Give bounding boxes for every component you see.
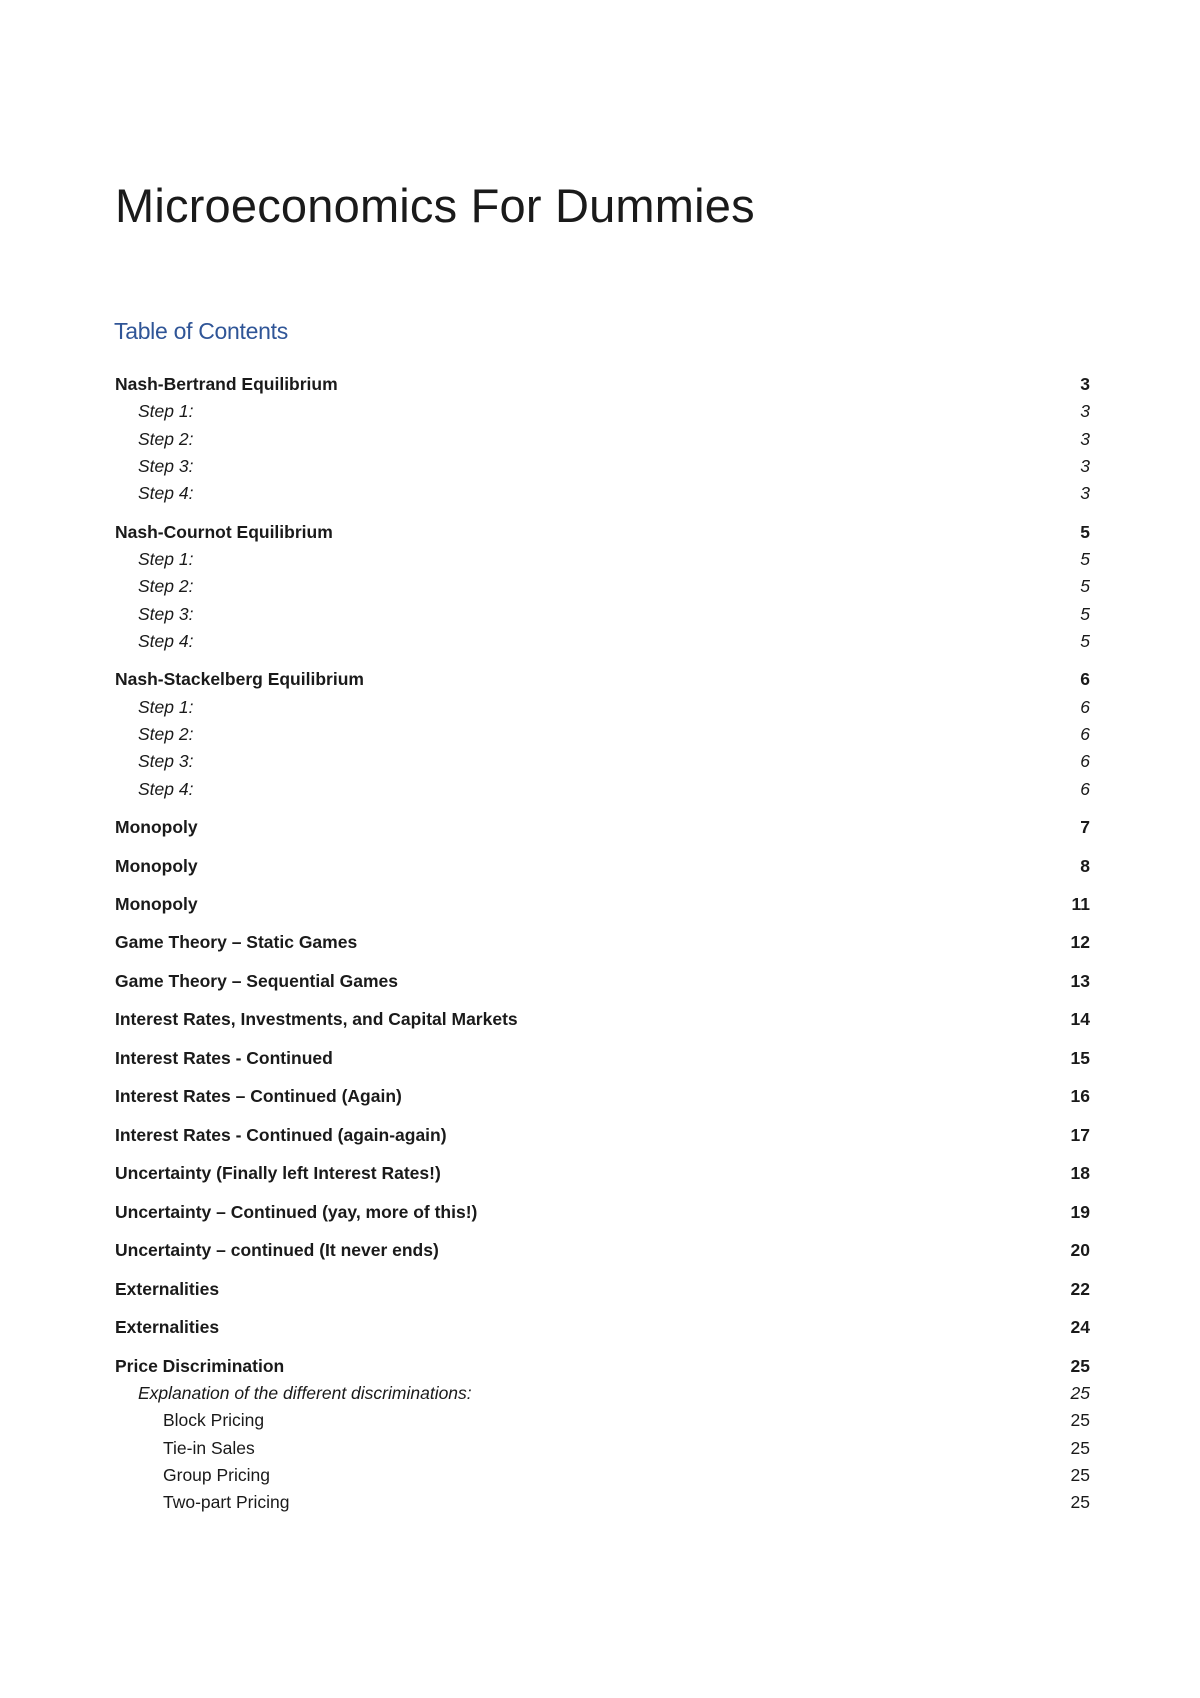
toc-entry-page-number: 20 xyxy=(1070,1240,1090,1261)
toc-entry[interactable] xyxy=(115,891,1090,918)
toc-entry[interactable] xyxy=(115,1407,1090,1434)
toc-entry-label: Interest Rates - Continued xyxy=(115,1047,333,1068)
toc-entry-page-number: 17 xyxy=(1070,1124,1090,1145)
toc-entry-page-number: 3 xyxy=(1080,455,1090,476)
toc-entry[interactable] xyxy=(115,1083,1090,1110)
toc-entry[interactable] xyxy=(115,1435,1090,1462)
toc-entry-label: Block Pricing xyxy=(163,1410,265,1431)
toc-entry-label: Step 3: xyxy=(138,603,194,624)
toc-entry-page-number: 5 xyxy=(1080,603,1090,624)
toc-entry-page-number: 14 xyxy=(1070,1009,1090,1030)
toc-entry[interactable] xyxy=(115,1237,1090,1264)
toc-entry-page-number: 8 xyxy=(1080,855,1090,876)
toc-entry[interactable] xyxy=(115,1489,1090,1516)
toc-entry-page-number: 6 xyxy=(1080,778,1090,799)
toc-entry[interactable] xyxy=(115,480,1090,507)
toc-entry-label: Uncertainty – Continued (yay, more of this!) xyxy=(115,1201,478,1222)
toc-entry-page-number: 3 xyxy=(1080,374,1090,394)
toc-entry-label: Externalities xyxy=(115,1317,220,1338)
toc-entry-label: Interest Rates - Continued (again-again) xyxy=(115,1124,447,1145)
toc-entry[interactable] xyxy=(115,1199,1090,1226)
toc-entry[interactable] xyxy=(115,814,1090,841)
toc-entry-label: Game Theory – Static Games xyxy=(115,932,358,953)
toc-entry-label: Interest Rates, Investments, and Capital Markets xyxy=(115,1009,518,1030)
toc-entry-page-number: 16 xyxy=(1070,1086,1090,1107)
toc-entry-page-number: 6 xyxy=(1080,751,1090,772)
toc-entry[interactable] xyxy=(115,968,1090,995)
toc-entry-label: Nash-Cournot Equilibrium xyxy=(115,521,333,542)
toc-entry-label: Monopoly xyxy=(115,893,198,914)
toc-entry[interactable] xyxy=(115,776,1090,803)
toc-entry-page-number: 12 xyxy=(1070,932,1090,953)
toc-entry[interactable] xyxy=(115,853,1090,880)
toc-entry-page-number: 13 xyxy=(1070,970,1090,991)
toc-entry[interactable] xyxy=(115,1380,1090,1407)
toc-entry-page-number: 11 xyxy=(1071,893,1090,914)
toc-entry[interactable] xyxy=(115,1462,1090,1489)
toc-heading: Table of Contents xyxy=(114,318,288,344)
toc-entry-label: Monopoly xyxy=(115,855,198,876)
toc-entry-page-number: 7 xyxy=(1080,817,1090,838)
toc-entry[interactable] xyxy=(115,748,1090,775)
toc-entry-label: Tie-in Sales xyxy=(163,1437,255,1458)
toc-entry-label: Nash-Bertrand Equilibrium xyxy=(115,374,338,394)
toc-entry[interactable] xyxy=(115,666,1090,693)
toc-entry-label: Step 1: xyxy=(138,548,194,569)
toc-entry-label: Step 2: xyxy=(138,723,194,744)
toc-entry[interactable] xyxy=(115,371,1090,398)
toc-entry[interactable] xyxy=(115,453,1090,480)
toc-entry[interactable] xyxy=(115,519,1090,546)
toc-entry[interactable] xyxy=(115,694,1090,721)
toc-entry[interactable] xyxy=(115,1314,1090,1341)
toc-entry-label: Step 4: xyxy=(138,630,194,651)
toc-entry-label: Step 3: xyxy=(138,455,194,476)
toc-entry-page-number: 25 xyxy=(1070,1464,1090,1485)
toc-entry-label: Explanation of the different discriminations: xyxy=(138,1383,472,1404)
toc-entry[interactable] xyxy=(115,1353,1090,1380)
toc-entry-page-number: 15 xyxy=(1070,1047,1090,1068)
toc-entry[interactable] xyxy=(115,601,1090,628)
toc-entry[interactable] xyxy=(115,1160,1090,1187)
toc-entry-page-number: 5 xyxy=(1080,521,1090,542)
toc-entry-label: Price Discrimination xyxy=(115,1355,285,1376)
toc-entry-label: Uncertainty (Finally left Interest Rates!) xyxy=(115,1163,441,1184)
toc-entry-label: Nash-Stackelberg Equilibrium xyxy=(115,669,364,690)
toc-entry[interactable] xyxy=(115,426,1090,453)
toc-entry-page-number: 5 xyxy=(1080,548,1090,569)
toc-entry-page-number: 22 xyxy=(1070,1278,1090,1299)
toc-entry-page-number: 3 xyxy=(1080,483,1090,504)
toc-entry[interactable] xyxy=(115,721,1090,748)
toc-entry-label: Step 1: xyxy=(138,696,194,717)
toc-entry[interactable] xyxy=(115,398,1090,425)
toc-entry-page-number: 3 xyxy=(1080,401,1090,422)
toc-entry[interactable] xyxy=(115,1006,1090,1033)
table-of-contents xyxy=(115,371,1090,1517)
toc-entry[interactable] xyxy=(115,1276,1090,1303)
toc-entry-label: Step 3: xyxy=(138,751,194,772)
toc-entry-page-number: 25 xyxy=(1070,1437,1090,1458)
toc-entry-page-number: 6 xyxy=(1080,723,1090,744)
toc-entry-page-number: 18 xyxy=(1070,1163,1090,1184)
toc-entry[interactable] xyxy=(115,573,1090,600)
toc-entry[interactable] xyxy=(115,1122,1090,1149)
toc-entry-page-number: 19 xyxy=(1070,1201,1090,1222)
toc-entry-label: Group Pricing xyxy=(163,1464,270,1485)
toc-entry-page-number: 6 xyxy=(1080,669,1090,690)
toc-entry-page-number: 6 xyxy=(1080,696,1090,717)
toc-entry-label: Uncertainty – continued (It never ends) xyxy=(115,1240,439,1261)
toc-entry-label: Step 2: xyxy=(138,576,194,597)
toc-entry-page-number: 3 xyxy=(1080,428,1090,449)
toc-entry-label: Step 4: xyxy=(138,483,194,504)
toc-entry-page-number: 5 xyxy=(1080,630,1090,651)
toc-entry[interactable] xyxy=(115,929,1090,956)
toc-entry-label: Step 4: xyxy=(138,778,194,799)
toc-entry-label: Externalities xyxy=(115,1278,220,1299)
toc-entry-label: Step 1: xyxy=(138,401,194,422)
toc-entry-label: Interest Rates – Continued (Again) xyxy=(115,1086,402,1107)
document-title: Microeconomics For Dummies xyxy=(115,179,755,232)
toc-entry[interactable] xyxy=(115,628,1090,655)
toc-entry-label: Game Theory – Sequential Games xyxy=(115,970,399,991)
toc-entry-label: Monopoly xyxy=(115,817,198,838)
toc-entry[interactable] xyxy=(115,1045,1090,1072)
toc-entry-label: Two-part Pricing xyxy=(163,1492,290,1513)
toc-entry-page-number: 5 xyxy=(1080,576,1090,597)
toc-entry-page-number: 25 xyxy=(1070,1410,1090,1431)
toc-entry-page-number: 24 xyxy=(1070,1317,1090,1338)
toc-entry-page-number: 25 xyxy=(1070,1383,1090,1404)
toc-entry-page-number: 25 xyxy=(1070,1492,1090,1513)
toc-entry[interactable] xyxy=(115,546,1090,573)
toc-entry-page-number: 25 xyxy=(1070,1355,1090,1376)
toc-entry-label: Step 2: xyxy=(138,428,194,449)
